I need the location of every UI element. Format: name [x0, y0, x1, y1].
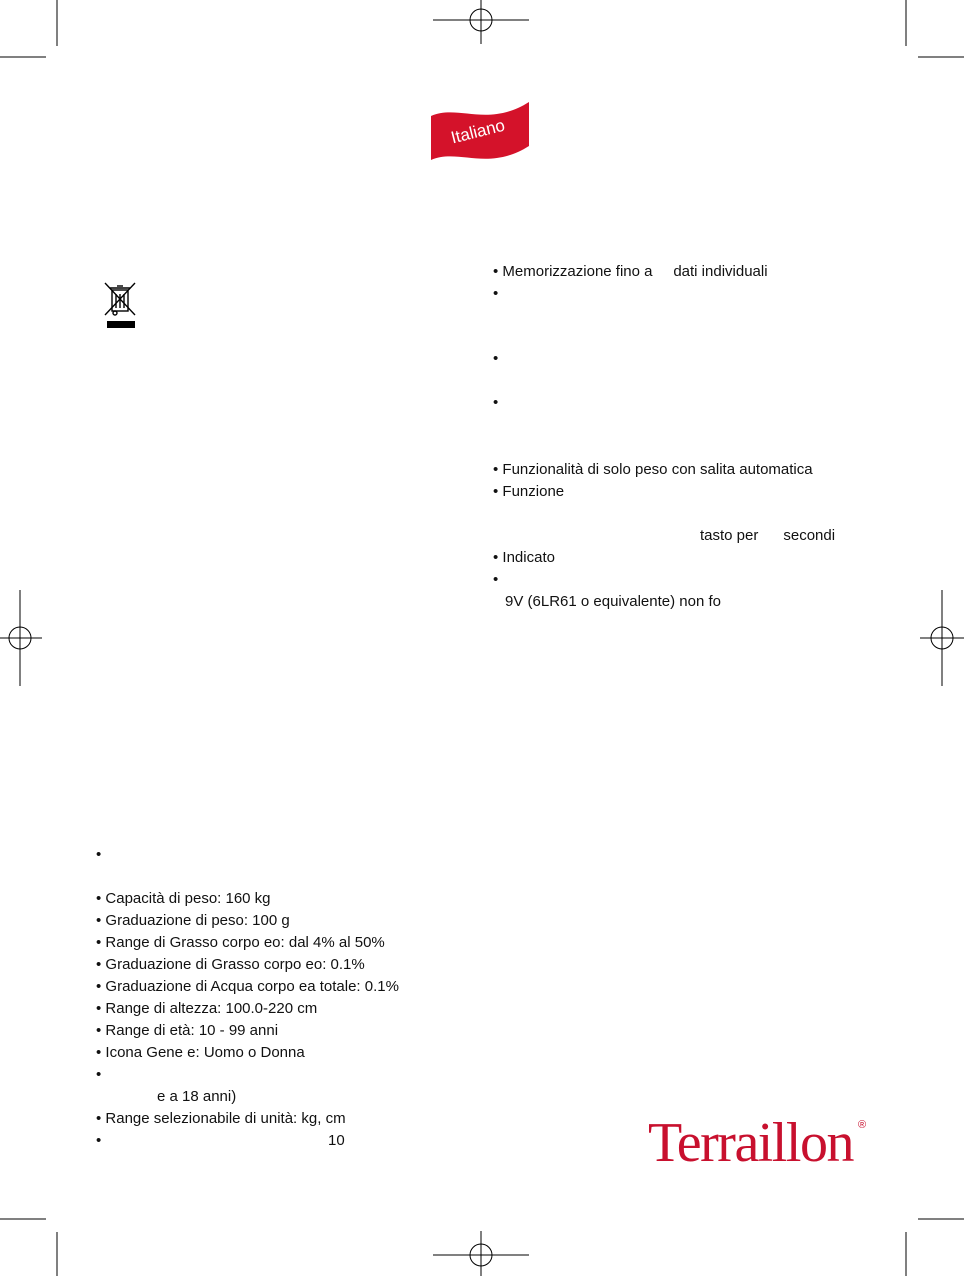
spec-capacity: • Capacità di peso: 160 kg — [96, 890, 271, 907]
registration-mark-right — [920, 590, 964, 686]
spec-fat-graduation: • Graduazione di Grasso corpo eo: 0.1% — [96, 956, 365, 973]
spec-last-value: 10 — [328, 1132, 345, 1149]
feature-indicator: • Indicato — [493, 549, 555, 566]
crossed-out-wheelie-bin-icon — [102, 281, 138, 331]
feature-bullet: • — [493, 350, 499, 367]
spec-child-note: e a 18 anni) — [157, 1088, 237, 1105]
spec-bullet: • — [96, 1066, 102, 1083]
feature-battery: 9V (6LR61 o equivalente) non fo — [505, 593, 721, 610]
registration-mark-left — [0, 590, 42, 686]
feature-bullet: • — [493, 285, 499, 302]
registration-mark-bottom — [433, 1231, 529, 1276]
language-banner — [428, 100, 532, 162]
spec-age-range: • Range di età: 10 - 99 anni — [96, 1022, 279, 1039]
spec-fat-range: • Range di Grasso corpo eo: dal 4% al 50% — [96, 934, 385, 951]
spec-gender-icon: • Icona Gene e: Uomo o Donna — [96, 1044, 305, 1061]
spec-water-graduation: • Graduazione di Acqua corpo ea totale: 0.1% — [96, 978, 399, 995]
spec-height-range: • Range di altezza: 100.0-220 cm — [96, 1000, 318, 1017]
registration-mark-top — [433, 0, 529, 44]
spec-graduation: • Graduazione di peso: 100 g — [96, 912, 290, 929]
banner-label: Italiano — [448, 115, 507, 148]
spec-bullet: • — [96, 1132, 102, 1149]
feature-key-hold: tasto per secondi — [700, 527, 836, 544]
terraillon-logo — [648, 1113, 878, 1173]
registered-mark: ® — [858, 1119, 867, 1131]
logo-text: Terraillon — [648, 1112, 853, 1174]
feature-bullet: • — [493, 571, 499, 588]
feature-weight-only: • Funzionalità di solo peso con salita automatica — [493, 461, 813, 478]
feature-bullet: • — [493, 394, 499, 411]
spec-bullet: • — [96, 846, 102, 863]
feature-function: • Funzione — [493, 483, 565, 500]
spec-units: • Range selezionabile di unità: kg, cm — [96, 1110, 346, 1127]
feature-memory: • Memorizzazione fino a dati individuali — [493, 263, 768, 280]
